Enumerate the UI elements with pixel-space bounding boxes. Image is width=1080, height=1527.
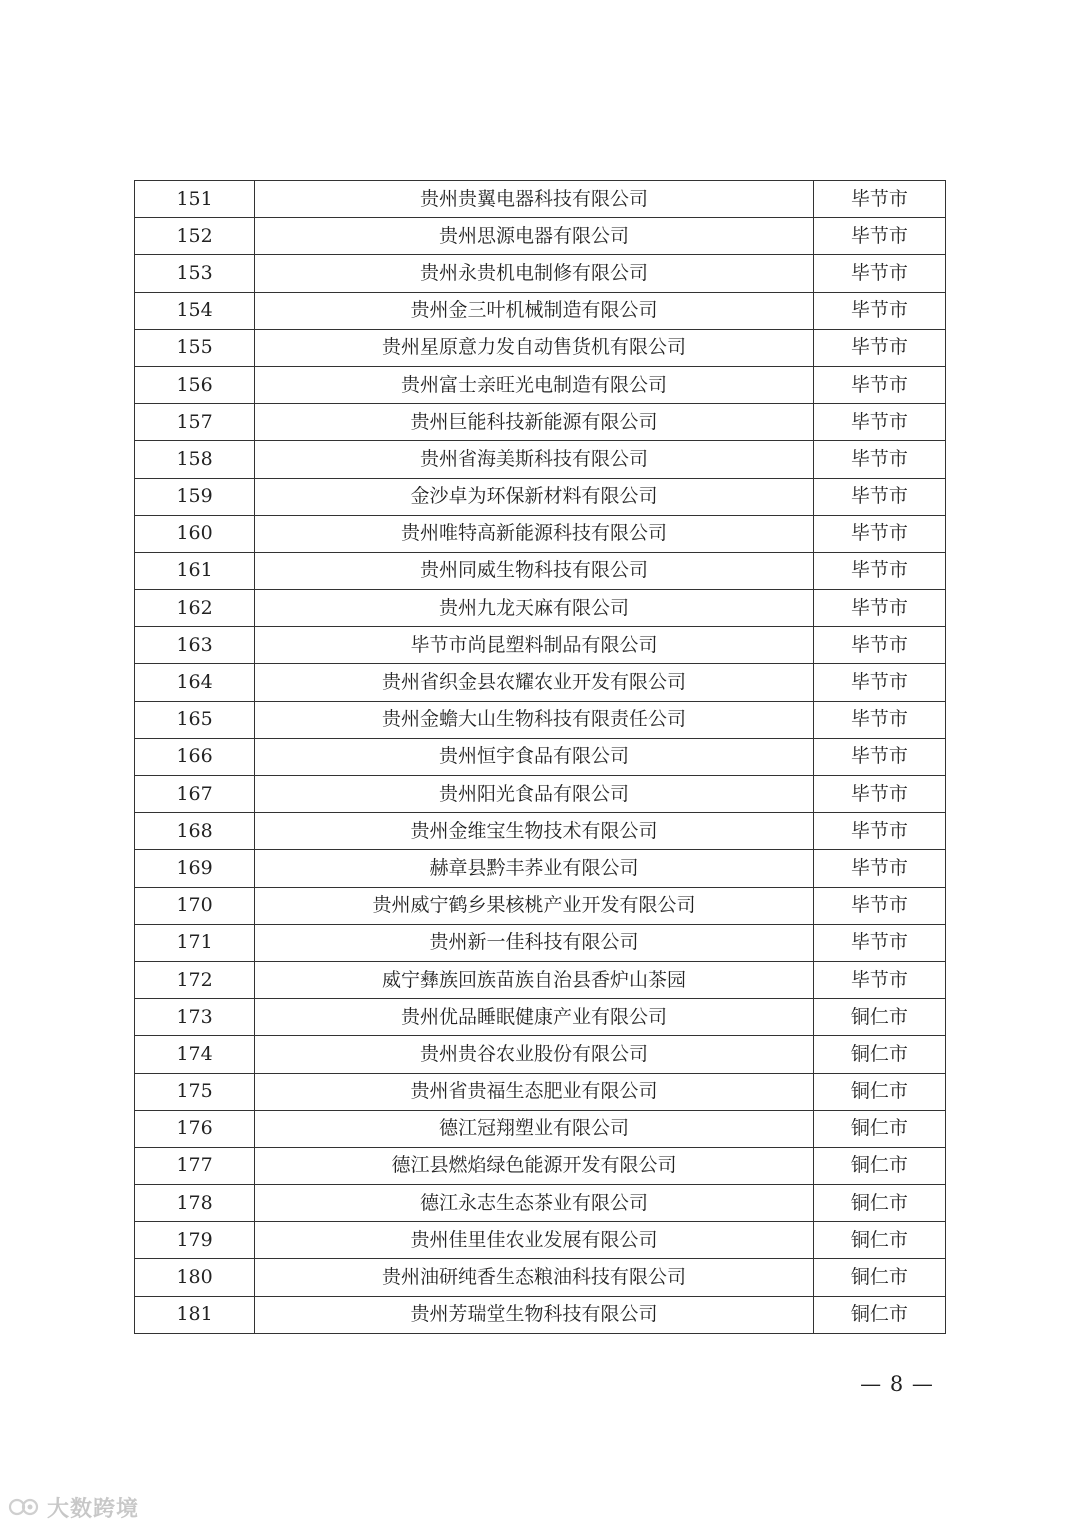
row-number-cell: 151 (135, 181, 255, 218)
city-cell: 铜仁市 (813, 1185, 945, 1222)
table-row (135, 1036, 946, 1073)
row-number-cell: 167 (135, 776, 255, 813)
table-row (135, 515, 946, 552)
city-cell: 毕节市 (813, 552, 945, 589)
company-name-cell: 德江县燃焰绿色能源开发有限公司 (255, 1147, 814, 1184)
city-cell: 毕节市 (813, 813, 945, 850)
table-row (135, 366, 946, 403)
table-row (135, 478, 946, 515)
row-number-cell: 159 (135, 478, 255, 515)
company-name-cell: 贵州富士亲旺光电制造有限公司 (255, 366, 814, 403)
row-number-cell: 166 (135, 738, 255, 775)
city-cell: 毕节市 (813, 738, 945, 775)
company-name-cell: 金沙卓为环保新材料有限公司 (255, 478, 814, 515)
table-row (135, 1073, 946, 1110)
company-name-cell: 贵州佳里佳农业发展有限公司 (255, 1222, 814, 1259)
city-cell: 铜仁市 (813, 1073, 945, 1110)
row-number-cell: 165 (135, 701, 255, 738)
row-number-cell: 162 (135, 590, 255, 627)
row-number-cell: 171 (135, 924, 255, 961)
row-number-cell: 156 (135, 366, 255, 403)
company-name-cell: 贵州金三叶机械制造有限公司 (255, 292, 814, 329)
company-list-table (134, 180, 946, 1334)
row-number-cell: 175 (135, 1073, 255, 1110)
table-row (135, 738, 946, 775)
city-cell: 毕节市 (813, 515, 945, 552)
city-cell: 毕节市 (813, 366, 945, 403)
row-number-cell: 152 (135, 218, 255, 255)
city-cell: 毕节市 (813, 255, 945, 292)
table-row (135, 590, 946, 627)
city-cell: 毕节市 (813, 776, 945, 813)
company-name-cell: 贵州金维宝生物技术有限公司 (255, 813, 814, 850)
company-name-cell: 贵州威宁鹤乡果核桃产业开发有限公司 (255, 887, 814, 924)
company-name-cell: 贵州巨能科技新能源有限公司 (255, 404, 814, 441)
row-number-cell: 179 (135, 1222, 255, 1259)
row-number-cell: 154 (135, 292, 255, 329)
table-row (135, 627, 946, 664)
city-cell: 毕节市 (813, 924, 945, 961)
company-name-cell: 毕节市尚昆塑料制品有限公司 (255, 627, 814, 664)
company-name-cell: 贵州思源电器有限公司 (255, 218, 814, 255)
company-name-cell: 贵州贵翼电器科技有限公司 (255, 181, 814, 218)
table-row (135, 404, 946, 441)
row-number-cell: 160 (135, 515, 255, 552)
company-name-cell: 贵州优品睡眠健康产业有限公司 (255, 999, 814, 1036)
company-name-cell: 贵州九龙天麻有限公司 (255, 590, 814, 627)
table-row (135, 961, 946, 998)
company-name-cell: 贵州恒宇食品有限公司 (255, 738, 814, 775)
row-number-cell: 163 (135, 627, 255, 664)
table-row (135, 552, 946, 589)
company-name-cell: 贵州同威生物科技有限公司 (255, 552, 814, 589)
watermark (8, 1492, 139, 1522)
company-name-cell: 贵州省织金县农耀农业开发有限公司 (255, 664, 814, 701)
company-name-cell: 贵州芳瑞堂生物科技有限公司 (255, 1296, 814, 1333)
table-row (135, 1259, 946, 1296)
city-cell: 毕节市 (813, 478, 945, 515)
row-number-cell: 164 (135, 664, 255, 701)
table-row (135, 701, 946, 738)
row-number-cell: 173 (135, 999, 255, 1036)
table-row (135, 813, 946, 850)
row-number-cell: 157 (135, 404, 255, 441)
city-cell: 毕节市 (813, 701, 945, 738)
row-number-cell: 168 (135, 813, 255, 850)
table-row (135, 255, 946, 292)
table-row (135, 292, 946, 329)
row-number-cell: 180 (135, 1259, 255, 1296)
company-name-cell: 威宁彝族回族苗族自治县香炉山茶园 (255, 961, 814, 998)
table-row (135, 887, 946, 924)
company-name-cell: 赫章县黔丰荞业有限公司 (255, 850, 814, 887)
row-number-cell: 158 (135, 441, 255, 478)
table-row (135, 181, 946, 218)
company-name-cell: 贵州省贵福生态肥业有限公司 (255, 1073, 814, 1110)
city-cell: 毕节市 (813, 181, 945, 218)
company-name-cell: 德江冠翔塑业有限公司 (255, 1110, 814, 1147)
company-name-cell: 贵州新一佳科技有限公司 (255, 924, 814, 961)
city-cell: 毕节市 (813, 329, 945, 366)
city-cell: 毕节市 (813, 664, 945, 701)
city-cell: 毕节市 (813, 627, 945, 664)
watermark-logo-icon (8, 1496, 42, 1518)
company-name-cell: 贵州永贵机电制修有限公司 (255, 255, 814, 292)
table-row (135, 329, 946, 366)
table-row (135, 924, 946, 961)
table-row (135, 218, 946, 255)
table-row (135, 1110, 946, 1147)
company-name-cell: 贵州阳光食品有限公司 (255, 776, 814, 813)
city-cell: 毕节市 (813, 404, 945, 441)
city-cell: 毕节市 (813, 850, 945, 887)
row-number-cell: 153 (135, 255, 255, 292)
company-name-cell: 贵州星原意力发自动售货机有限公司 (255, 329, 814, 366)
table-row (135, 999, 946, 1036)
city-cell: 铜仁市 (813, 999, 945, 1036)
city-cell: 毕节市 (813, 590, 945, 627)
city-cell: 毕节市 (813, 218, 945, 255)
table-row (135, 664, 946, 701)
row-number-cell: 161 (135, 552, 255, 589)
watermark-text: 大数跨境 (47, 1496, 140, 1522)
city-cell: 毕节市 (813, 961, 945, 998)
city-cell: 毕节市 (813, 292, 945, 329)
row-number-cell: 170 (135, 887, 255, 924)
company-name-cell: 贵州油研纯香生态粮油科技有限公司 (255, 1259, 814, 1296)
city-cell: 铜仁市 (813, 1222, 945, 1259)
table-row (135, 776, 946, 813)
table-row (135, 850, 946, 887)
row-number-cell: 174 (135, 1036, 255, 1073)
row-number-cell: 176 (135, 1110, 255, 1147)
table-row (135, 1147, 946, 1184)
row-number-cell: 172 (135, 961, 255, 998)
city-cell: 铜仁市 (813, 1110, 945, 1147)
table-row (135, 1185, 946, 1222)
row-number-cell: 169 (135, 850, 255, 887)
table-row (135, 1222, 946, 1259)
table-row (135, 441, 946, 478)
city-cell: 铜仁市 (813, 1036, 945, 1073)
city-cell: 毕节市 (813, 441, 945, 478)
company-name-cell: 贵州唯特高新能源科技有限公司 (255, 515, 814, 552)
city-cell: 铜仁市 (813, 1296, 945, 1333)
city-cell: 毕节市 (813, 887, 945, 924)
row-number-cell: 155 (135, 329, 255, 366)
city-cell: 铜仁市 (813, 1259, 945, 1296)
row-number-cell: 181 (135, 1296, 255, 1333)
table-body (135, 181, 946, 1334)
table-row (135, 1296, 946, 1333)
company-name-cell: 贵州金蟾大山生物科技有限责任公司 (255, 701, 814, 738)
company-name-cell: 贵州贵谷农业股份有限公司 (255, 1036, 814, 1073)
row-number-cell: 177 (135, 1147, 255, 1184)
city-cell: 铜仁市 (813, 1147, 945, 1184)
row-number-cell: 178 (135, 1185, 255, 1222)
company-name-cell: 德江永志生态茶业有限公司 (255, 1185, 814, 1222)
page-number: — 8 — (860, 1372, 934, 1396)
company-name-cell: 贵州省海美斯科技有限公司 (255, 441, 814, 478)
